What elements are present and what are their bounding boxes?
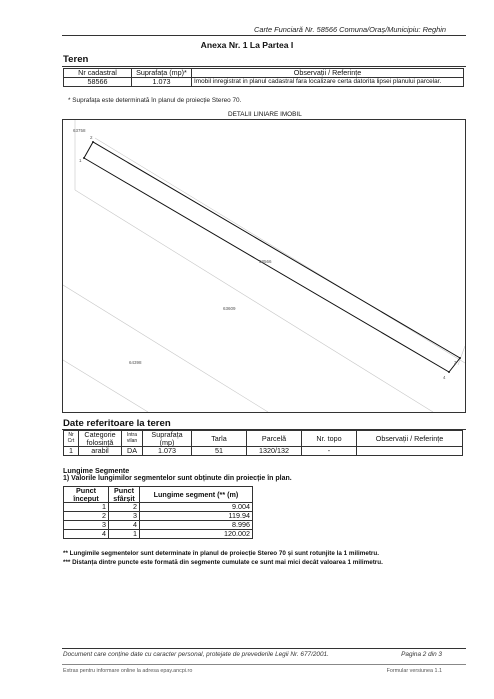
footer-epay-text: Extras pentru informare online la adresa epay.ancpi.ro [63,668,193,674]
col-observatii: Observații / Referințe [192,69,464,78]
col-suprafata-mp: Suprafața (mp) [143,431,192,447]
cell-length: 119.94 [140,512,253,521]
cell-end: 1 [109,530,140,539]
cell-start: 3 [64,521,109,530]
col-lungime-segment: Lungime segment (** (m) [140,487,253,503]
cell-start: 2 [64,512,109,521]
col-punct-sfarsit: Punct sfârșit [109,487,140,503]
neighbor-lines [63,120,465,412]
segmente-note-2: *** Distanța dintre puncte este formată din segmente cumulate ce sunt mai mici decât valoarea 1 milimetru. [63,559,383,566]
segmente-table [63,486,253,539]
cell-end: 4 [109,521,140,530]
label-bottom: 64398 [129,360,142,365]
header-rule [62,35,466,36]
col-nr-crt: Nr Crt [64,431,79,447]
teren-rule [62,66,466,67]
parcel-drawing [63,120,465,412]
date-header-row [64,431,463,447]
carte-funciara-header: Carte Funciară Nr. 58566 Comuna/Oraș/Municipiu: Reghin [254,25,446,34]
table-row [64,512,253,521]
cell-suprafata-mp: 1.073 [143,447,192,456]
col-parcela: Parcelă [247,431,302,447]
drawing-frame [62,119,466,413]
label-mid: 63609 [223,306,236,311]
cell-end: 3 [109,512,140,521]
cell-length: 120.002 [140,530,253,539]
parcel-outline [84,142,460,372]
col-nr-cadastral: Nr cadastral [64,69,132,78]
point-3-label: 3 [454,360,457,365]
col-punct-inceput: Punct început [64,487,109,503]
footer-form-version: Formular versiunea 1.1 [386,668,442,674]
col-tarla: Tarla [192,431,247,447]
footer-rule-2 [62,664,466,665]
teren-header-row [64,69,464,78]
cell-intravilan: DA [122,447,143,456]
cell-nr-cadastral: 58566 [64,78,132,87]
parcel-points [83,141,461,373]
col-intravilan: Intra vilan [122,431,143,447]
date-data-row [64,447,463,456]
label-main: 58566 [259,259,272,264]
table-row [64,503,253,512]
suprafata-note: * Suprafața este determinată în planul de proiecție Stereo 70. [68,97,242,104]
cell-end: 2 [109,503,140,512]
segmente-subtitle: 1) Valorile lungimilor segmentelor sunt obținute din proiecție în plan. [63,475,292,482]
cell-categorie: arabil [79,447,122,456]
footer-page-number: Pagina 2 din 3 [401,651,442,658]
col-nr-topo: Nr. topo [302,431,357,447]
date-table [63,430,463,456]
point-1-label: 1 [79,158,82,163]
cell-length: 8.996 [140,521,253,530]
anexa-title: Anexa Nr. 1 La Partea I [200,40,294,50]
cell-parcela: 1320/132 [247,447,302,456]
col-categorie: Categorie folosință [79,431,122,447]
teren-table [63,68,464,87]
cell-start: 4 [64,530,109,539]
date-title: Date referitoare la teren [63,418,171,429]
drawing-labels [73,128,457,380]
table-row [64,530,253,539]
cell-length: 9.004 [140,503,253,512]
point-4-label: 4 [443,375,446,380]
label-left-top: 63758 [73,128,86,133]
col-suprafata: Suprafața (mp)* [132,69,192,78]
segmente-header-row [64,487,253,503]
footer-legal-text: Document care conține date cu caracter personal, protejate de prevederile Legii Nr. 677/2001. [63,651,329,658]
footer-rule [62,648,466,649]
cell-suprafata: 1.073 [132,78,192,87]
teren-title: Teren [63,54,89,65]
cell-nr-crt: 1 [64,447,79,456]
teren-data-row [64,78,464,87]
cell-tarla: 51 [192,447,247,456]
cell-observatii: Imobil inregistrat in planul cadastral fara localizare certa datorita lipsei planului parcelar. [192,78,464,87]
cell-nr-topo: - [302,447,357,456]
cell-start: 1 [64,503,109,512]
segmente-note-1: ** Lungimile segmentelor sunt determinate în planul de proiecție Stereo 70 și sunt rotunjite la 1 milimetru. [63,550,379,557]
col-observatii-ref: Observații / Referințe [357,431,463,447]
table-row [64,521,253,530]
segmente-title: Lungime Segmente [63,466,130,475]
drawing-title: DETALII LINIARE IMOBIL [228,111,302,118]
cell-observatii-ref [357,447,463,456]
point-2-label: 2 [90,135,93,140]
